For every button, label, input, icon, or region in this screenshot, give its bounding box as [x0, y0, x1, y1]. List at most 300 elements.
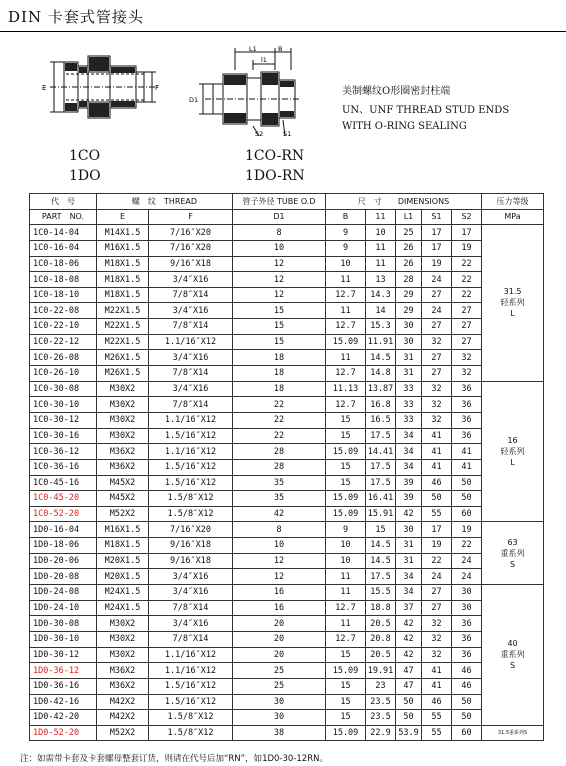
table-cell: 18 [233, 381, 326, 397]
table-cell: 19 [422, 256, 452, 272]
table-row [30, 397, 544, 413]
table-cell: 12 [233, 272, 326, 288]
pressure-line: S [510, 661, 516, 671]
description-line-1: 美制螺纹O形圈密封柱端 [342, 86, 451, 97]
table-cell: 32 [422, 647, 452, 663]
table-cell: 11 [326, 585, 366, 601]
table-cell: 11 [366, 256, 396, 272]
table-cell: 55 [422, 506, 452, 522]
table-cell: M20X1.5 [97, 569, 149, 585]
part-number-cell: 1D0-36-16 [30, 678, 97, 694]
table-cell: 15.09 [326, 506, 366, 522]
table-cell: 23 [366, 678, 396, 694]
table-cell: 20 [233, 647, 326, 663]
part-number-cell: 1D0-42-20 [30, 710, 97, 726]
pressure-rating-cell [482, 381, 544, 522]
table-row [30, 444, 544, 460]
table-cell: 25 [396, 225, 422, 241]
pressure-line: 轻系列 [500, 298, 525, 308]
table-cell: 17.5 [366, 569, 396, 585]
table-cell: 26 [396, 256, 422, 272]
right-label-1: 1CO-RN [245, 148, 305, 164]
table-cell: M36X2 [97, 444, 149, 460]
table-cell: 42 [396, 616, 422, 632]
table-cell: 15.09 [326, 444, 366, 460]
part-number-cell: 1D0-24-08 [30, 585, 97, 601]
spec-table-body [30, 225, 544, 741]
table-cell: 17 [452, 225, 482, 241]
table-cell: 15.09 [326, 491, 366, 507]
table-cell: M30X2 [97, 631, 149, 647]
table-cell: 30 [452, 600, 482, 616]
left-label-1: 1CO [69, 148, 101, 164]
table-cell: 1.5/16″X12 [149, 678, 233, 694]
part-number-cell: 1D0-36-12 [30, 663, 97, 679]
pressure-line: 63 [507, 537, 518, 547]
table-cell: M16X1.5 [97, 522, 149, 538]
pressure-rating-cell [482, 585, 544, 726]
dim-e-label: E [42, 84, 47, 92]
table-cell: 31 [396, 538, 422, 554]
table-cell: 7/8″X14 [149, 366, 233, 382]
header-thread: 螺 纹 THREAD [97, 194, 233, 210]
table-cell: M14X1.5 [97, 225, 149, 241]
table-cell: 34 [396, 444, 422, 460]
table-cell: 42 [233, 506, 326, 522]
table-cell: 27 [452, 303, 482, 319]
table-cell: 47 [396, 678, 422, 694]
table-row [30, 491, 544, 507]
table-row [30, 631, 544, 647]
table-cell: 10 [366, 225, 396, 241]
table-cell: M36X2 [97, 459, 149, 475]
pressure-rating-cell [482, 225, 544, 381]
subheader-l1: L1 [396, 209, 422, 225]
table-cell: M18X1.5 [97, 256, 149, 272]
table-row [30, 538, 544, 554]
dim-l1-label: L1 [249, 45, 257, 53]
table-cell: 47 [396, 663, 422, 679]
table-cell: 7/8″X14 [149, 287, 233, 303]
table-cell: 35 [233, 491, 326, 507]
table-cell: 24 [422, 272, 452, 288]
table-row [30, 725, 544, 741]
table-cell: 15 [233, 303, 326, 319]
table-row [30, 694, 544, 710]
table-cell: 1.5/8″X12 [149, 506, 233, 522]
table-cell: 1.1/16″X12 [149, 444, 233, 460]
table-cell: 22 [452, 538, 482, 554]
table-cell: M16X1.5 [97, 240, 149, 256]
table-cell: 38 [233, 725, 326, 741]
table-cell: 29 [396, 287, 422, 303]
part-number-cell: 1C0-18-06 [30, 256, 97, 272]
table-cell: 16 [233, 585, 326, 601]
part-number-cell: 1D0-20-08 [30, 569, 97, 585]
table-row [30, 600, 544, 616]
part-number-cell: 1D0-30-08 [30, 616, 97, 632]
table-cell: 37 [396, 600, 422, 616]
table-row [30, 319, 544, 335]
dim-b-label: B [278, 45, 283, 53]
table-cell: 42 [396, 631, 422, 647]
table-cell: 32 [422, 616, 452, 632]
table-cell: 10 [326, 553, 366, 569]
table-cell: 11 [366, 240, 396, 256]
table-cell: 32 [422, 412, 452, 428]
table-cell: 36 [452, 631, 482, 647]
table-cell: 22 [452, 287, 482, 303]
table-cell: 12.7 [326, 600, 366, 616]
part-number-cell: 1C0-45-16 [30, 475, 97, 491]
table-cell: 16.8 [366, 397, 396, 413]
table-cell: 15.91 [366, 506, 396, 522]
part-number-cell: 1C0-22-12 [30, 334, 97, 350]
part-number-cell: 1C0-22-08 [30, 303, 97, 319]
table-cell: 28 [233, 459, 326, 475]
table-cell: 13 [366, 272, 396, 288]
subheader-s2: S2 [452, 209, 482, 225]
table-row [30, 678, 544, 694]
table-cell: 8 [233, 225, 326, 241]
table-cell: 31 [396, 553, 422, 569]
table-cell: 33 [396, 412, 422, 428]
subheader-f: F [149, 209, 233, 225]
table-cell: 34 [396, 569, 422, 585]
table-cell: 9/16″X18 [149, 538, 233, 554]
part-number-cell: 1D0-30-12 [30, 647, 97, 663]
table-cell: 1.5/16″X12 [149, 694, 233, 710]
fitting-drawing-right [183, 44, 313, 140]
table-cell: 17 [422, 225, 452, 241]
table-cell: 18 [233, 366, 326, 382]
part-number-cell: 1D0-24-10 [30, 600, 97, 616]
table-cell: 50 [452, 475, 482, 491]
table-cell: 19 [452, 240, 482, 256]
table-cell: 12.7 [326, 366, 366, 382]
table-cell: 32 [422, 631, 452, 647]
part-number-cell: 1C0-18-10 [30, 287, 97, 303]
footnote: 注：如需带卡套及卡套螺母整套订货，则请在代号后加“RN”，如1D0-30-12RN。 [20, 754, 328, 764]
table-cell: 3/4″X16 [149, 569, 233, 585]
table-cell: 46 [422, 694, 452, 710]
pressure-line: 40 [507, 639, 518, 649]
part-number-cell: 1C0-26-08 [30, 350, 97, 366]
dim-f-label: F [155, 84, 160, 92]
table-cell: 28 [396, 272, 422, 288]
header-tube-od: 管子外径 TUBE O.D [233, 194, 326, 210]
table-cell: 36 [452, 412, 482, 428]
table-cell: 1.1/16″X12 [149, 663, 233, 679]
table-cell: 27 [422, 287, 452, 303]
subheader-d1: D1 [233, 209, 326, 225]
table-cell: 39 [396, 475, 422, 491]
pressure-line: S [510, 559, 516, 569]
table-cell: M52X2 [97, 725, 149, 741]
table-cell: 10 [233, 538, 326, 554]
pressure-line: 重系列 [500, 650, 525, 660]
table-row [30, 522, 544, 538]
table-cell: 30 [452, 585, 482, 601]
table-cell: 3/4″X16 [149, 585, 233, 601]
table-cell: 15 [326, 459, 366, 475]
table-cell: 7/16″X20 [149, 240, 233, 256]
table-cell: 25 [233, 678, 326, 694]
table-cell: 22.9 [366, 725, 396, 741]
table-cell: 50 [422, 491, 452, 507]
description-line-3: WITH O-RING SEALING [342, 121, 467, 132]
table-cell: 30 [396, 319, 422, 335]
table-cell: 46 [452, 678, 482, 694]
table-cell: 11 [326, 569, 366, 585]
table-cell: 16.41 [366, 491, 396, 507]
table-cell: 16 [233, 600, 326, 616]
part-number-cell: 1C0-36-16 [30, 459, 97, 475]
table-cell: 15 [326, 428, 366, 444]
table-cell: 27 [422, 585, 452, 601]
part-number-cell: 1D0-18-06 [30, 538, 97, 554]
part-number-cell: 1C0-30-10 [30, 397, 97, 413]
table-cell: 11 [326, 616, 366, 632]
table-cell: 36 [452, 381, 482, 397]
part-number-cell: 1D0-30-10 [30, 631, 97, 647]
table-row [30, 663, 544, 679]
table-cell: 9/16″X18 [149, 553, 233, 569]
table-cell: M18X1.5 [97, 287, 149, 303]
table-cell: M20X1.5 [97, 553, 149, 569]
table-cell: 12 [233, 553, 326, 569]
table-cell: 15 [233, 334, 326, 350]
subheader-e: E [97, 209, 149, 225]
table-cell: 22 [233, 397, 326, 413]
table-cell: 11.91 [366, 334, 396, 350]
table-cell: 7/8″X14 [149, 319, 233, 335]
table-cell: 30 [396, 334, 422, 350]
pressure-line: L [510, 309, 515, 319]
table-cell: 27 [452, 334, 482, 350]
table-cell: 15.09 [326, 334, 366, 350]
part-number-cell: 1D0-16-04 [30, 522, 97, 538]
table-cell: 15 [326, 694, 366, 710]
part-number-cell: 1C0-30-08 [30, 381, 97, 397]
table-cell: 18.8 [366, 600, 396, 616]
part-number-cell: 1C0-26-10 [30, 366, 97, 382]
table-cell: 14.5 [366, 553, 396, 569]
pressure-line: 轻系列 [500, 447, 525, 457]
table-cell: 7/8″X14 [149, 397, 233, 413]
pressure-line: 16 [507, 436, 518, 446]
table-cell: 36 [452, 428, 482, 444]
table-cell: 12 [233, 256, 326, 272]
table-cell: 23.5 [366, 694, 396, 710]
table-cell: 1.5/16″X12 [149, 428, 233, 444]
table-cell: 25 [233, 663, 326, 679]
pressure-line: L [510, 458, 515, 468]
table-cell: 13.87 [366, 381, 396, 397]
table-row [30, 287, 544, 303]
table-cell: 30 [233, 710, 326, 726]
table-cell: M36X2 [97, 678, 149, 694]
table-cell: 22 [452, 256, 482, 272]
pressure-rating-cell [482, 725, 544, 741]
part-number-cell: 1D0-42-16 [30, 694, 97, 710]
table-cell: M36X2 [97, 663, 149, 679]
table-cell: 3/4″X16 [149, 616, 233, 632]
table-row [30, 350, 544, 366]
table-cell: 36 [452, 397, 482, 413]
table-cell: 10 [233, 240, 326, 256]
table-cell: 15.3 [366, 319, 396, 335]
table-cell: 10 [326, 256, 366, 272]
table-cell: 15 [326, 647, 366, 663]
part-number-cell: 1C0-16-04 [30, 240, 97, 256]
table-cell: 3/4″X16 [149, 350, 233, 366]
fitting-drawing-left [40, 52, 170, 122]
table-cell: 23.5 [366, 710, 396, 726]
part-number-cell: 1C0-52-20 [30, 506, 97, 522]
table-cell: 11 [326, 350, 366, 366]
table-row [30, 585, 544, 601]
table-cell: 14.41 [366, 444, 396, 460]
subheader-b: B [326, 209, 366, 225]
table-cell: 14.3 [366, 287, 396, 303]
table-cell: 14.5 [366, 538, 396, 554]
table-cell: M30X2 [97, 397, 149, 413]
table-cell: 60 [452, 506, 482, 522]
table-cell: 15 [366, 522, 396, 538]
table-cell: 22 [233, 412, 326, 428]
table-cell: 11.13 [326, 381, 366, 397]
table-row [30, 569, 544, 585]
table-cell: 26 [396, 240, 422, 256]
table-cell: 19 [452, 522, 482, 538]
table-cell: 36 [452, 647, 482, 663]
table-cell: 11 [326, 303, 366, 319]
table-cell: 7/16″X20 [149, 522, 233, 538]
table-cell: M30X2 [97, 647, 149, 663]
part-number-cell: 1C0-36-12 [30, 444, 97, 460]
table-cell: 41 [422, 663, 452, 679]
table-cell: 27 [422, 366, 452, 382]
table-cell: 32 [422, 334, 452, 350]
table-cell: 1.1/16″X12 [149, 334, 233, 350]
table-cell: 35 [233, 475, 326, 491]
table-cell: 12.7 [326, 397, 366, 413]
table-cell: 17.5 [366, 428, 396, 444]
table-cell: 15 [326, 475, 366, 491]
table-cell: 12.7 [326, 631, 366, 647]
table-cell: 34 [396, 585, 422, 601]
subheader-s1: S1 [422, 209, 452, 225]
table-cell: 15 [326, 678, 366, 694]
table-row [30, 616, 544, 632]
table-cell: M52X2 [97, 506, 149, 522]
table-cell: 12.7 [326, 319, 366, 335]
dim-d1-label: D1 [189, 96, 199, 104]
table-cell: 9/16″X18 [149, 256, 233, 272]
part-number-cell: 1C0-22-10 [30, 319, 97, 335]
table-cell: M22X1.5 [97, 319, 149, 335]
table-cell: M26X1.5 [97, 366, 149, 382]
pressure-rating-cell [482, 522, 544, 585]
table-row [30, 459, 544, 475]
table-cell: 11 [326, 272, 366, 288]
table-cell: M22X1.5 [97, 334, 149, 350]
table-cell: 18 [233, 350, 326, 366]
table-cell: 41 [422, 428, 452, 444]
table-cell: 50 [396, 694, 422, 710]
part-number-cell: 1C0-14-04 [30, 225, 97, 241]
table-cell: 19.91 [366, 663, 396, 679]
table-cell: 15.09 [326, 663, 366, 679]
table-cell: 20 [233, 616, 326, 632]
table-cell: 1.5/16″X12 [149, 475, 233, 491]
table-cell: 32 [452, 366, 482, 382]
table-cell: 9 [326, 522, 366, 538]
table-cell: 42 [396, 647, 422, 663]
table-cell: 17 [422, 522, 452, 538]
table-cell: M18X1.5 [97, 272, 149, 288]
table-cell: 17.5 [366, 459, 396, 475]
table-cell: M30X2 [97, 616, 149, 632]
table-cell: 1.5/8″X12 [149, 725, 233, 741]
table-cell: 3/4″X16 [149, 303, 233, 319]
subheader-l1-small: 11 [366, 209, 396, 225]
page-title: DIN 卡套式管接头 [8, 8, 144, 26]
table-row [30, 647, 544, 663]
table-cell: 12.7 [326, 287, 366, 303]
table-cell: 17 [422, 240, 452, 256]
table-cell: 31 [396, 350, 422, 366]
table-cell: M18X1.5 [97, 538, 149, 554]
table-cell: 15 [233, 319, 326, 335]
table-cell: 41 [422, 459, 452, 475]
dim-s2-label: S2 [255, 130, 264, 138]
table-cell: 46 [452, 663, 482, 679]
table-cell: M42X2 [97, 694, 149, 710]
table-cell: 20 [233, 631, 326, 647]
table-cell: 39 [396, 491, 422, 507]
table-cell: M30X2 [97, 381, 149, 397]
table-cell: 34 [396, 428, 422, 444]
table-cell: M45X2 [97, 491, 149, 507]
table-cell: 22 [422, 553, 452, 569]
table-cell: 9 [326, 225, 366, 241]
table-cell: 28 [233, 444, 326, 460]
table-cell: 42 [396, 506, 422, 522]
table-cell: 30 [396, 522, 422, 538]
table-row [30, 366, 544, 382]
table-cell: 20.8 [366, 631, 396, 647]
table-cell: M24X1.5 [97, 600, 149, 616]
table-cell: 1.1/16″X12 [149, 647, 233, 663]
table-cell: 24 [422, 569, 452, 585]
table-row [30, 553, 544, 569]
table-cell: 46 [422, 475, 452, 491]
table-row [30, 303, 544, 319]
table-cell: M24X1.5 [97, 585, 149, 601]
table-cell: M26X1.5 [97, 350, 149, 366]
table-cell: M45X2 [97, 475, 149, 491]
subheader-mpa: MPa [482, 209, 544, 225]
table-cell: 3/4″X16 [149, 272, 233, 288]
left-label-2: 1DO [69, 168, 101, 184]
table-row [30, 475, 544, 491]
table-cell: 30 [233, 694, 326, 710]
table-cell: 29 [396, 303, 422, 319]
pressure-line: 31.5 [503, 287, 522, 297]
table-cell: 33 [396, 397, 422, 413]
